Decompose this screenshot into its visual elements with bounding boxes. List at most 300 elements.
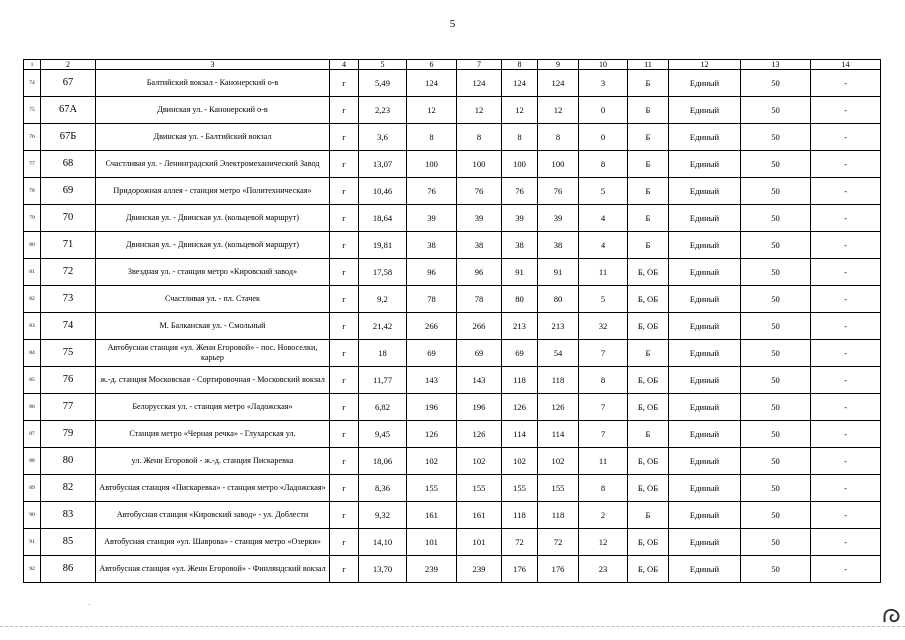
value-col-6-cell: 8 <box>407 124 457 151</box>
notes-cell: - <box>811 124 881 151</box>
table-body <box>24 60 881 583</box>
route-length-cell: 19,81 <box>359 232 407 259</box>
value-col-9-cell: 39 <box>538 205 579 232</box>
table-row <box>24 286 881 313</box>
tariff-cell: Единый <box>669 448 741 475</box>
route-type-cell: г <box>330 259 359 286</box>
value-col-7-cell: 8 <box>457 124 502 151</box>
row-index-cell: 80 <box>24 232 41 259</box>
table-row <box>24 421 881 448</box>
route-type-cell: г <box>330 502 359 529</box>
value-col-6-cell: 39 <box>407 205 457 232</box>
column-header: 14 <box>811 60 881 70</box>
row-index-cell: 88 <box>24 448 41 475</box>
value-col-9-cell: 72 <box>538 529 579 556</box>
tariff-cell: Единый <box>669 70 741 97</box>
tariff-cell: Единый <box>669 340 741 367</box>
table-row <box>24 70 881 97</box>
row-index-cell: 75 <box>24 97 41 124</box>
value-col-10-cell: 8 <box>579 151 628 178</box>
value-col-8-cell: 114 <box>502 421 538 448</box>
route-number-cell: 71 <box>41 232 96 259</box>
notes-cell: - <box>811 529 881 556</box>
fare-cell: 50 <box>741 232 811 259</box>
row-index-cell: 92 <box>24 556 41 583</box>
notes-cell: - <box>811 259 881 286</box>
tariff-cell: Единый <box>669 421 741 448</box>
route-length-cell: 5,49 <box>359 70 407 97</box>
row-index-cell: 87 <box>24 421 41 448</box>
table-row <box>24 475 881 502</box>
route-number-cell: 67 <box>41 70 96 97</box>
notes-cell: - <box>811 556 881 583</box>
route-name-cell: Автобусная станция «Пискаревка» - станция метро «Ладожская» <box>96 475 330 502</box>
value-col-10-cell: 0 <box>579 97 628 124</box>
value-col-7-cell: 161 <box>457 502 502 529</box>
route-type-cell: г <box>330 286 359 313</box>
value-col-7-cell: 100 <box>457 151 502 178</box>
column-header: 4 <box>330 60 359 70</box>
table-row <box>24 232 881 259</box>
row-index-cell: 81 <box>24 259 41 286</box>
route-number-cell: 85 <box>41 529 96 556</box>
fare-cell: 50 <box>741 367 811 394</box>
value-col-9-cell: 126 <box>538 394 579 421</box>
column-header: 13 <box>741 60 811 70</box>
value-col-9-cell: 213 <box>538 313 579 340</box>
fare-cell: 50 <box>741 556 811 583</box>
value-col-7-cell: 126 <box>457 421 502 448</box>
route-number-cell: 82 <box>41 475 96 502</box>
value-col-8-cell: 8 <box>502 124 538 151</box>
route-length-cell: 9,45 <box>359 421 407 448</box>
table-row <box>24 502 881 529</box>
value-col-9-cell: 76 <box>538 178 579 205</box>
route-length-cell: 10,46 <box>359 178 407 205</box>
value-col-10-cell: 7 <box>579 394 628 421</box>
value-col-10-cell: 8 <box>579 367 628 394</box>
table-row <box>24 97 881 124</box>
value-col-8-cell: 118 <box>502 367 538 394</box>
value-col-6-cell: 143 <box>407 367 457 394</box>
bus-class-cell: Б <box>628 97 669 124</box>
fare-cell: 50 <box>741 313 811 340</box>
value-col-7-cell: 102 <box>457 448 502 475</box>
tariff-cell: Единый <box>669 475 741 502</box>
bus-class-cell: Б, ОБ <box>628 286 669 313</box>
table-row <box>24 394 881 421</box>
value-col-7-cell: 101 <box>457 529 502 556</box>
route-number-cell: 79 <box>41 421 96 448</box>
table-row <box>24 124 881 151</box>
bus-class-cell: Б, ОБ <box>628 475 669 502</box>
route-name-cell: Двинская ул. - Балтийский вокзал <box>96 124 330 151</box>
value-col-9-cell: 91 <box>538 259 579 286</box>
notes-cell: - <box>811 475 881 502</box>
bus-class-cell: Б <box>628 232 669 259</box>
value-col-10-cell: 4 <box>579 205 628 232</box>
value-col-10-cell: 11 <box>579 448 628 475</box>
route-name-cell: Счастливая ул. - Ленинградский Электромеханический Завод <box>96 151 330 178</box>
value-col-10-cell: 3 <box>579 70 628 97</box>
row-index-cell: 78 <box>24 178 41 205</box>
route-name-cell: Автобусная станция «ул. Жени Егоровой» - Финляндский вокзал <box>96 556 330 583</box>
table-row <box>24 205 881 232</box>
value-col-10-cell: 0 <box>579 124 628 151</box>
route-length-cell: 9,32 <box>359 502 407 529</box>
row-index-cell: 89 <box>24 475 41 502</box>
value-col-10-cell: 4 <box>579 232 628 259</box>
value-col-9-cell: 114 <box>538 421 579 448</box>
notes-cell: - <box>811 502 881 529</box>
fare-cell: 50 <box>741 151 811 178</box>
table-row <box>24 529 881 556</box>
route-name-cell: Станция метро «Черная речка» - Глухарская ул. <box>96 421 330 448</box>
route-name-cell: Счастливая ул. - пл. Стачек <box>96 286 330 313</box>
column-header: 2 <box>41 60 96 70</box>
value-col-6-cell: 155 <box>407 475 457 502</box>
bus-class-cell: Б, ОБ <box>628 394 669 421</box>
value-col-8-cell: 118 <box>502 502 538 529</box>
notes-cell: - <box>811 97 881 124</box>
route-name-cell: М. Балканская ул. - Смольный <box>96 313 330 340</box>
value-col-8-cell: 126 <box>502 394 538 421</box>
fare-cell: 50 <box>741 205 811 232</box>
tariff-cell: Единый <box>669 205 741 232</box>
row-index-cell: 91 <box>24 529 41 556</box>
column-header: 10 <box>579 60 628 70</box>
value-col-8-cell: 213 <box>502 313 538 340</box>
route-name-cell: Автобусная станция «Кировский завод» - ул. Доблести <box>96 502 330 529</box>
value-col-9-cell: 38 <box>538 232 579 259</box>
column-header: 5 <box>359 60 407 70</box>
route-name-cell: Белорусская ул. - станция метро «Ладожская» <box>96 394 330 421</box>
value-col-7-cell: 78 <box>457 286 502 313</box>
column-header: 9 <box>538 60 579 70</box>
value-col-7-cell: 39 <box>457 205 502 232</box>
notes-cell: - <box>811 205 881 232</box>
bus-class-cell: Б <box>628 502 669 529</box>
tariff-cell: Единый <box>669 313 741 340</box>
fare-cell: 50 <box>741 70 811 97</box>
route-name-cell: Придорожная аллея - станция метро «Политехническая» <box>96 178 330 205</box>
value-col-10-cell: 12 <box>579 529 628 556</box>
fare-cell: 50 <box>741 286 811 313</box>
route-name-cell: Двинская ул. - Канонерский о-в <box>96 97 330 124</box>
column-header: 7 <box>457 60 502 70</box>
notes-cell: - <box>811 367 881 394</box>
value-col-9-cell: 54 <box>538 340 579 367</box>
table-row <box>24 340 881 367</box>
value-col-6-cell: 76 <box>407 178 457 205</box>
bus-class-cell: Б <box>628 124 669 151</box>
route-type-cell: г <box>330 421 359 448</box>
routes-table-container <box>23 59 880 574</box>
value-col-8-cell: 124 <box>502 70 538 97</box>
column-header: 8 <box>502 60 538 70</box>
value-col-6-cell: 266 <box>407 313 457 340</box>
notes-cell: - <box>811 286 881 313</box>
row-index-cell: 74 <box>24 70 41 97</box>
notes-cell: - <box>811 313 881 340</box>
route-type-cell: г <box>330 448 359 475</box>
value-col-7-cell: 239 <box>457 556 502 583</box>
tariff-cell: Единый <box>669 367 741 394</box>
value-col-6-cell: 124 <box>407 70 457 97</box>
value-col-7-cell: 12 <box>457 97 502 124</box>
value-col-8-cell: 100 <box>502 151 538 178</box>
value-col-6-cell: 101 <box>407 529 457 556</box>
route-number-cell: 69 <box>41 178 96 205</box>
route-name-cell: Двинская ул. - Двинская ул. (кольцевой маршрут) <box>96 205 330 232</box>
route-number-cell: 74 <box>41 313 96 340</box>
value-col-10-cell: 11 <box>579 259 628 286</box>
bus-class-cell: Б, ОБ <box>628 259 669 286</box>
value-col-9-cell: 102 <box>538 448 579 475</box>
bus-class-cell: Б, ОБ <box>628 448 669 475</box>
route-name-cell: ж.-д. станция Московская - Сортировочная - Московский вокзал <box>96 367 330 394</box>
tariff-cell: Единый <box>669 529 741 556</box>
route-length-cell: 3,6 <box>359 124 407 151</box>
bus-class-cell: Б <box>628 70 669 97</box>
notes-cell: - <box>811 70 881 97</box>
value-col-8-cell: 69 <box>502 340 538 367</box>
value-col-10-cell: 8 <box>579 475 628 502</box>
value-col-8-cell: 176 <box>502 556 538 583</box>
value-col-9-cell: 176 <box>538 556 579 583</box>
table-row <box>24 259 881 286</box>
notes-cell: - <box>811 448 881 475</box>
table-row <box>24 151 881 178</box>
row-index-cell: 85 <box>24 367 41 394</box>
route-number-cell: 68 <box>41 151 96 178</box>
route-type-cell: г <box>330 394 359 421</box>
fare-cell: 50 <box>741 178 811 205</box>
bus-class-cell: Б, ОБ <box>628 529 669 556</box>
route-length-cell: 9,2 <box>359 286 407 313</box>
value-col-9-cell: 12 <box>538 97 579 124</box>
value-col-6-cell: 78 <box>407 286 457 313</box>
route-length-cell: 18,06 <box>359 448 407 475</box>
fare-cell: 50 <box>741 340 811 367</box>
fare-cell: 50 <box>741 259 811 286</box>
route-type-cell: г <box>330 475 359 502</box>
route-type-cell: г <box>330 529 359 556</box>
route-number-cell: 72 <box>41 259 96 286</box>
bus-class-cell: Б <box>628 340 669 367</box>
route-number-cell: 77 <box>41 394 96 421</box>
value-col-6-cell: 126 <box>407 421 457 448</box>
row-index-cell: 76 <box>24 124 41 151</box>
route-length-cell: 13,07 <box>359 151 407 178</box>
value-col-10-cell: 2 <box>579 502 628 529</box>
value-col-10-cell: 32 <box>579 313 628 340</box>
row-index-cell: 79 <box>24 205 41 232</box>
route-type-cell: г <box>330 232 359 259</box>
value-col-9-cell: 118 <box>538 502 579 529</box>
route-length-cell: 13,70 <box>359 556 407 583</box>
route-name-cell: Автобусная станция «ул. Шаврова» - станция метро «Озерки» <box>96 529 330 556</box>
value-col-6-cell: 196 <box>407 394 457 421</box>
notes-cell: - <box>811 340 881 367</box>
route-length-cell: 6,82 <box>359 394 407 421</box>
value-col-6-cell: 102 <box>407 448 457 475</box>
table-row <box>24 178 881 205</box>
tariff-cell: Единый <box>669 151 741 178</box>
route-number-cell: 86 <box>41 556 96 583</box>
route-name-cell: ул. Жени Егоровой - ж.-д. станция Пискаревка <box>96 448 330 475</box>
route-type-cell: г <box>330 178 359 205</box>
row-index-cell: 84 <box>24 340 41 367</box>
fare-cell: 50 <box>741 529 811 556</box>
row-index-cell: 83 <box>24 313 41 340</box>
routes-table <box>23 59 881 583</box>
route-type-cell: г <box>330 151 359 178</box>
value-col-7-cell: 155 <box>457 475 502 502</box>
tariff-cell: Единый <box>669 232 741 259</box>
fare-cell: 50 <box>741 421 811 448</box>
tariff-cell: Единый <box>669 556 741 583</box>
column-header: 12 <box>669 60 741 70</box>
value-col-9-cell: 8 <box>538 124 579 151</box>
value-col-10-cell: 7 <box>579 421 628 448</box>
value-col-10-cell: 5 <box>579 178 628 205</box>
value-col-9-cell: 155 <box>538 475 579 502</box>
value-col-7-cell: 69 <box>457 340 502 367</box>
tariff-cell: Единый <box>669 286 741 313</box>
column-header: 6 <box>407 60 457 70</box>
route-type-cell: г <box>330 340 359 367</box>
route-number-cell: 75 <box>41 340 96 367</box>
route-name-cell: Автобусная станция «ул. Жени Егоровой» - пос. Новоселки, карьер <box>96 340 330 367</box>
route-number-cell: 67Б <box>41 124 96 151</box>
value-col-8-cell: 72 <box>502 529 538 556</box>
route-name-cell: Балтийский вокзал - Канонерский о-в <box>96 70 330 97</box>
bus-class-cell: Б, ОБ <box>628 367 669 394</box>
row-index-cell: 86 <box>24 394 41 421</box>
value-col-6-cell: 239 <box>407 556 457 583</box>
route-number-cell: 76 <box>41 367 96 394</box>
value-col-7-cell: 38 <box>457 232 502 259</box>
route-number-cell: 80 <box>41 448 96 475</box>
value-col-8-cell: 38 <box>502 232 538 259</box>
table-row <box>24 556 881 583</box>
value-col-8-cell: 12 <box>502 97 538 124</box>
route-type-cell: г <box>330 205 359 232</box>
page-number: 5 <box>449 18 456 30</box>
tariff-cell: Единый <box>669 178 741 205</box>
tariff-cell: Единый <box>669 502 741 529</box>
value-col-7-cell: 96 <box>457 259 502 286</box>
fare-cell: 50 <box>741 97 811 124</box>
value-col-8-cell: 80 <box>502 286 538 313</box>
route-length-cell: 8,36 <box>359 475 407 502</box>
fare-cell: 50 <box>741 502 811 529</box>
footer-mark: . <box>88 598 90 607</box>
value-col-7-cell: 76 <box>457 178 502 205</box>
fare-cell: 50 <box>741 394 811 421</box>
table-row <box>24 448 881 475</box>
value-col-10-cell: 7 <box>579 340 628 367</box>
route-length-cell: 11,77 <box>359 367 407 394</box>
column-header: 3 <box>96 60 330 70</box>
value-col-7-cell: 124 <box>457 70 502 97</box>
tariff-cell: Единый <box>669 259 741 286</box>
route-type-cell: г <box>330 556 359 583</box>
fare-cell: 50 <box>741 448 811 475</box>
row-index-cell: 90 <box>24 502 41 529</box>
value-col-8-cell: 155 <box>502 475 538 502</box>
value-col-9-cell: 118 <box>538 367 579 394</box>
value-col-7-cell: 196 <box>457 394 502 421</box>
value-col-6-cell: 69 <box>407 340 457 367</box>
table-row <box>24 367 881 394</box>
route-type-cell: г <box>330 313 359 340</box>
route-length-cell: 17,58 <box>359 259 407 286</box>
route-length-cell: 2,23 <box>359 97 407 124</box>
route-type-cell: г <box>330 70 359 97</box>
tariff-cell: Единый <box>669 97 741 124</box>
notes-cell: - <box>811 232 881 259</box>
bus-class-cell: Б <box>628 151 669 178</box>
route-length-cell: 18,64 <box>359 205 407 232</box>
route-name-cell: Двинская ул. - Двинская ул. (кольцевой маршрут) <box>96 232 330 259</box>
value-col-8-cell: 91 <box>502 259 538 286</box>
route-number-cell: 67А <box>41 97 96 124</box>
value-col-6-cell: 100 <box>407 151 457 178</box>
fare-cell: 50 <box>741 475 811 502</box>
route-type-cell: г <box>330 97 359 124</box>
value-col-6-cell: 161 <box>407 502 457 529</box>
bus-class-cell: Б <box>628 205 669 232</box>
route-type-cell: г <box>330 124 359 151</box>
bus-class-cell: Б, ОБ <box>628 556 669 583</box>
column-header: 11 <box>628 60 669 70</box>
value-col-8-cell: 76 <box>502 178 538 205</box>
table-header-row <box>24 60 881 70</box>
notes-cell: - <box>811 178 881 205</box>
route-length-cell: 21,42 <box>359 313 407 340</box>
bus-class-cell: Б, ОБ <box>628 313 669 340</box>
value-col-7-cell: 143 <box>457 367 502 394</box>
value-col-10-cell: 23 <box>579 556 628 583</box>
page-edge-line <box>0 626 905 627</box>
route-length-cell: 14,10 <box>359 529 407 556</box>
row-index-cell: 82 <box>24 286 41 313</box>
route-type-cell: г <box>330 367 359 394</box>
route-number-cell: 73 <box>41 286 96 313</box>
value-col-6-cell: 96 <box>407 259 457 286</box>
notes-cell: - <box>811 394 881 421</box>
value-col-9-cell: 124 <box>538 70 579 97</box>
tariff-cell: Единый <box>669 394 741 421</box>
value-col-6-cell: 38 <box>407 232 457 259</box>
route-number-cell: 83 <box>41 502 96 529</box>
column-header: 1 <box>24 60 41 70</box>
value-col-9-cell: 80 <box>538 286 579 313</box>
route-length-cell: 18 <box>359 340 407 367</box>
value-col-6-cell: 12 <box>407 97 457 124</box>
value-col-8-cell: 39 <box>502 205 538 232</box>
notes-cell: - <box>811 151 881 178</box>
tariff-cell: Единый <box>669 124 741 151</box>
notes-cell: - <box>811 421 881 448</box>
route-number-cell: 70 <box>41 205 96 232</box>
handwritten-mark: ᘓ <box>876 607 902 624</box>
row-index-cell: 77 <box>24 151 41 178</box>
bus-class-cell: Б <box>628 421 669 448</box>
route-name-cell: Звездная ул. - станция метро «Кировский завод» <box>96 259 330 286</box>
